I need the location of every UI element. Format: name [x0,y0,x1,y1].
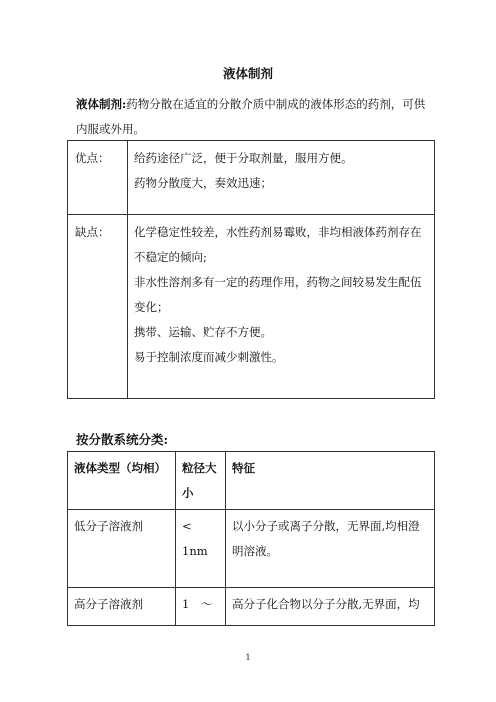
advantages-content [128,141,435,215]
section-heading: 按分散系统分类: [76,432,169,447]
table-row [68,588,435,626]
cell-type: 低分子溶液剂 [68,510,176,588]
classification-table [67,451,435,626]
cell-feature: 高分子化合物以分子分散,无界面，均 [226,588,435,626]
cell-feature: 以小分子或离子分散，无界面,均相澄明溶液。 [226,510,435,588]
page-number: 1 [245,653,251,662]
disadvantage-line: 易于控制浓度而减少刺激性。 [134,350,284,364]
document-title: 液体制剂 [222,66,273,81]
table-header-row [68,452,435,510]
advantage-line: 给药途径广泛，便于分取剂量，服用方便。 [134,151,353,165]
pros-cons-table [67,140,435,399]
table-row [68,141,435,215]
column-header-feature: 特征 [226,452,435,510]
intro-definition: 药物分散在适宜的分散介质中制成的液体形态的药剂，可供内服或外用。 [76,97,426,136]
disadvantage-line: 化学稳定性较差，水性药剂易霉败，非均相液体药剂存在不稳定的倾向; [134,225,422,264]
column-header-size: 粒径大小 [176,452,226,510]
advantages-label: 优点： [68,141,128,215]
advantage-line: 药物分散度大，奏效迅速； [134,176,272,190]
disadvantage-line: 携带、运输、贮存不方便。 [134,325,272,339]
intro-term: 液体制剂: [76,97,127,111]
disadvantages-content [128,215,435,399]
table-row [68,510,435,588]
table-row [68,215,435,399]
intro-paragraph [76,92,426,142]
cell-size: 1 ～ [176,588,226,626]
cell-type: 高分子溶液剂 [68,588,176,626]
column-header-type: 液体类型（均相） [68,452,176,510]
disadvantages-label: 缺点： [68,215,128,399]
cell-size: < 1nm [176,510,226,588]
disadvantage-line: 非水性溶剂多有一定的药理作用，药物之间较易发生配伍变化； [134,275,422,314]
